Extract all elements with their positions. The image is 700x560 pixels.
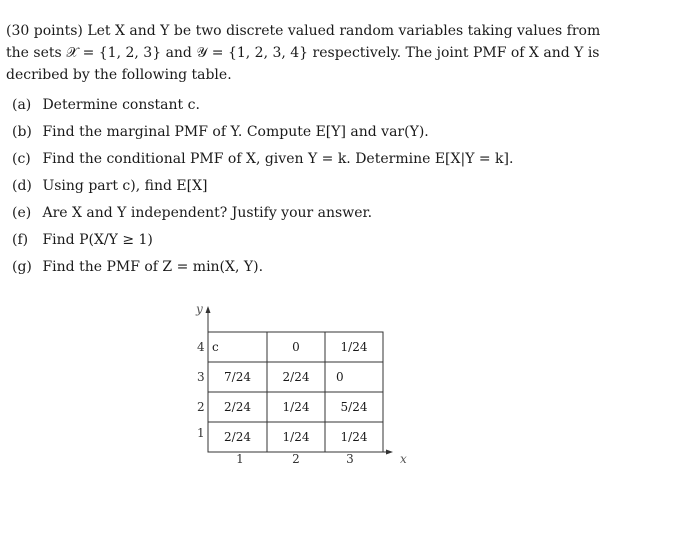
part-c-label: (c) — [12, 151, 31, 167]
part-g-label: (g) — [12, 259, 32, 275]
part-e-label: (e) — [12, 205, 32, 221]
cell-x3-y3: 0 — [336, 370, 344, 384]
part-b — [12, 123, 652, 150]
part-g-text: Find the PMF of Z = min(X, Y). — [42, 259, 264, 275]
part-b-label: (b) — [12, 124, 32, 140]
cell-x1-y2: 2/24 — [224, 400, 251, 414]
intro-line-2: the sets 𝒳 = {1, 2, 3} and 𝒴 = {1, 2, 3, 4} respectively. The joint PMF of X and Y is — [6, 45, 600, 61]
part-d-label: (d) — [12, 178, 32, 194]
question-parts — [12, 96, 652, 285]
joint-pmf-figure — [190, 300, 420, 475]
part-f — [12, 231, 652, 258]
x-tick-1: 1 — [236, 452, 244, 466]
part-e — [12, 204, 652, 231]
cell-x2-y1: 1/24 — [282, 430, 310, 444]
cell-x3-y2: 5/24 — [340, 400, 368, 414]
part-e-text: Are X and Y independent? Justify your answer. — [42, 205, 373, 221]
cell-x2-y4: 0 — [292, 340, 300, 354]
part-d — [12, 177, 652, 204]
y-tick-3: 3 — [197, 370, 205, 384]
y-tick-1: 1 — [197, 426, 205, 440]
part-b-text: Find the marginal PMF of Y. Compute E[Y] and var(Y). — [42, 124, 429, 140]
cell-x1-y1: 2/24 — [224, 430, 251, 444]
joint-pmf-grid — [190, 300, 420, 475]
y-tick-2: 2 — [197, 400, 205, 414]
part-c-text: Find the conditional PMF of X, given Y = k. Determine E[X|Y = k]. — [42, 151, 514, 167]
part-f-text: Find P(X/Y ≥ 1) — [42, 232, 153, 248]
part-c — [12, 150, 652, 177]
part-a-label: (a) — [12, 97, 32, 113]
cell-x2-y2: 1/24 — [282, 400, 310, 414]
y-axis-label: y — [196, 302, 203, 316]
part-g — [12, 258, 652, 285]
cell-x1-y4: c — [212, 340, 219, 354]
part-f-label: (f) — [12, 232, 29, 248]
part-a-text: Determine constant c. — [42, 97, 200, 113]
y-axis-arrow-icon — [206, 306, 211, 313]
intro-line-1: (30 points) Let X and Y be two discrete valued random variables taking values from — [6, 23, 601, 39]
x-tick-3: 3 — [346, 452, 354, 466]
x-tick-2: 2 — [292, 452, 300, 466]
cell-x1-y3: 7/24 — [224, 370, 251, 384]
x-axis-arrow-icon — [386, 450, 393, 455]
part-d-text: Using part c), find E[X] — [42, 178, 208, 194]
cell-x3-y4: 1/24 — [340, 340, 368, 354]
problem-statement — [6, 20, 632, 86]
y-tick-4: 4 — [197, 340, 205, 354]
part-a — [12, 96, 652, 123]
cell-x3-y1: 1/24 — [340, 430, 368, 444]
x-axis-label: x — [400, 452, 407, 466]
intro-line-3: decribed by the following table. — [6, 67, 232, 83]
cell-x2-y3: 2/24 — [282, 370, 310, 384]
